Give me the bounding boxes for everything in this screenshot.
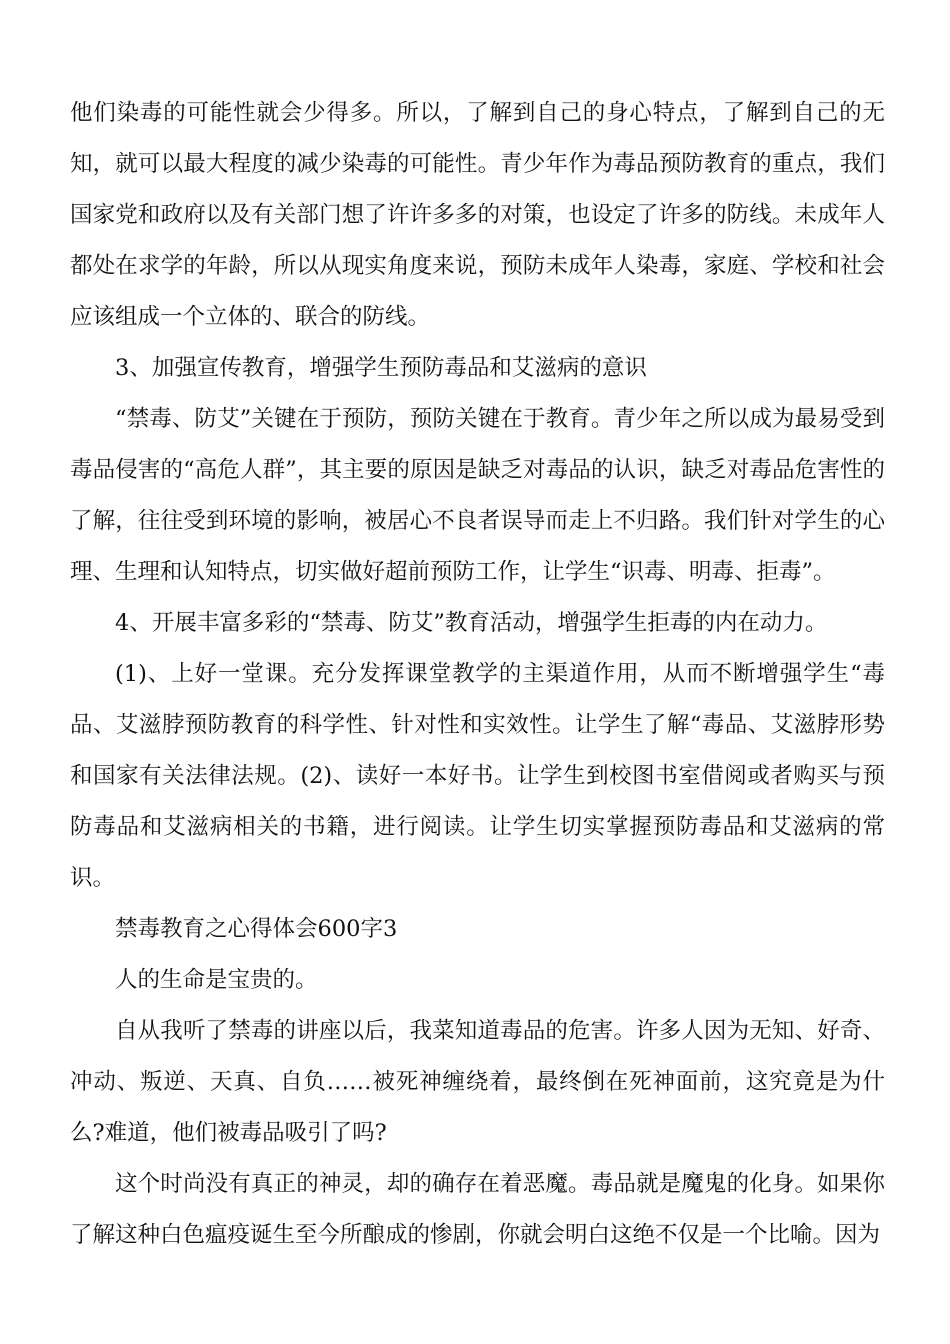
paragraph-7: 人的生命是宝贵的。: [115, 967, 318, 993]
document-body: [70, 88, 885, 1261]
paragraph-1: 他们染毒的可能性就会少得多。所以，了解到自己的身心特点，了解到自己的无知，就可以最大程度的减少染毒的可能性。青少年作为毒品预防教育的重点，我们国家党和政府以及有关部门想了许许多多的对策，也设定了许多的防线。未成年人都处在求学的年龄，所以从现实角度来说，预防未成年人染毒，家庭、学校和社会应该组成一个立体的、联合的防线。: [70, 100, 885, 330]
paragraph-3: “禁毒、防艾”关键在于预防，预防关键在于教育。青少年之所以成为最易受到毒品侵害的“高危人群”，其主要的原因是缺乏对毒品的认识，缺乏对毒品危害性的了解，往往受到环境的影响，被居心不良者误导而走上不归路。我们针对学生的心理、生理和认知特点，切实做好超前预防工作，让学生“识毒、明毒、拒毒”。: [70, 406, 885, 585]
paragraph-8: 自从我听了禁毒的讲座以后，我菜知道毒品的危害。许多人因为无知、好奇、冲动、叛逆、天真、自负……被死神缠绕着，最终倒在死神面前，这究竟是为什么?难道，他们被毒品吸引了吗?: [70, 1018, 885, 1146]
paragraph-5: (1)、上好一堂课。充分发挥课堂教学的主渠道作用，从而不断增强学生“毒品、艾滋脖预防教育的科学性、针对性和实效性。让学生了解“毒品、艾滋脖形势和国家有关法律法规。(2)、读好一本好书。让学生到校图书室借阅或者购买与预防毒品和艾滋病相关的书籍，进行阅读。让学生切实掌握预防毒品和艾滋病的常识。: [70, 661, 885, 891]
paragraph-4-heading: 4、开展丰富多彩的“禁毒、防艾”教育活动，增强学生拒毒的内在动力。: [115, 610, 828, 636]
section-title: 禁毒教育之心得体会600字3: [115, 916, 398, 942]
paragraph-9: 这个时尚没有真正的神灵，却的确存在着恶魔。毒品就是魔鬼的化身。如果你了解这种白色瘟疫诞生至今所酿成的惨剧，你就会明白这绝不仅是一个比喻。因为: [70, 1171, 885, 1248]
paragraph-2-heading: 3、加强宣传教育，增强学生预防毒品和艾滋病的意识: [115, 355, 647, 381]
